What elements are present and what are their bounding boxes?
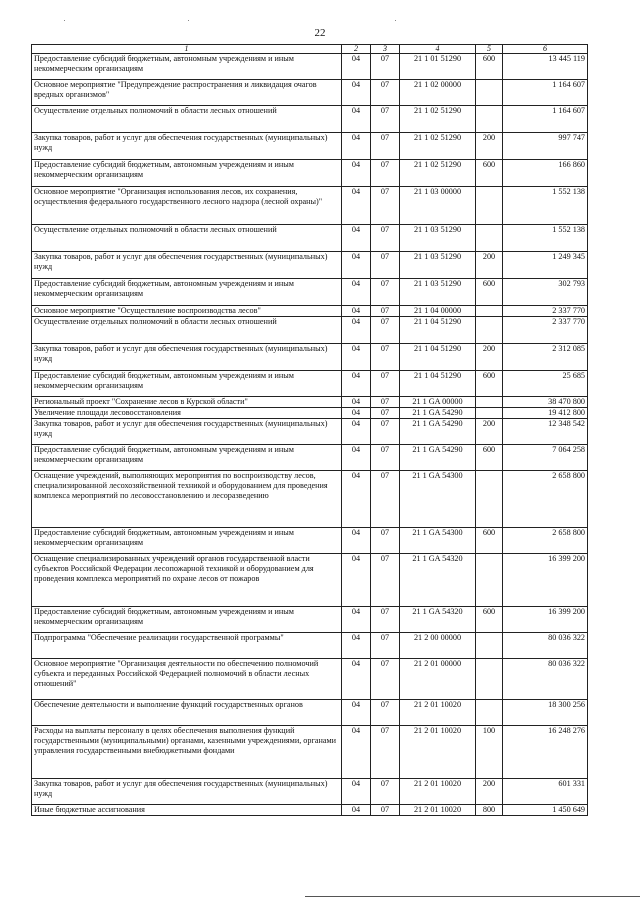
row-section: 04 [342,726,371,779]
row-target-article: 21 1 02 51290 [400,160,476,187]
row-name: Осуществление отдельных полномочий в области лесных отношений [32,106,342,133]
row-subsection: 07 [371,225,400,252]
row-name: Осуществление отдельных полномочий в области лесных отношений [32,225,342,252]
row-expense-type [476,306,503,317]
row-target-article: 21 1 04 00000 [400,306,476,317]
row-name: Основное мероприятие "Организация деятельности по обеспечению полномочий субъекта и переданных Российской Федерацией полномочий в области лесных отношений" [32,659,342,700]
table-row [32,80,588,106]
table-row [32,408,588,419]
row-subsection: 07 [371,279,400,306]
table-row [32,160,588,187]
row-expense-type: 600 [476,279,503,306]
table-row [32,528,588,554]
budget-table [31,44,588,816]
row-subsection: 07 [371,471,400,528]
row-amount: 1 552 138 [503,225,588,252]
row-expense-type: 800 [476,805,503,816]
row-subsection: 07 [371,700,400,726]
row-name: Закупка товаров, работ и услуг для обеспечения государственных (муниципальных) нужд [32,252,342,279]
row-expense-type [476,80,503,106]
row-subsection: 07 [371,805,400,816]
row-name: Оснащение учреждений, выполняющих мероприятия по воспроизводству лесов, специализированной лесохозяйственной техникой и оборудованием для проведения комплекса мероприятий по лесовосстановлению и лесоразведению [32,471,342,528]
row-expense-type [476,397,503,408]
row-section: 04 [342,371,371,397]
row-amount: 12 348 542 [503,419,588,445]
row-target-article: 21 1 GA 54290 [400,419,476,445]
row-name: Предоставление субсидий бюджетным, автономным учреждениям и иным некоммерческим организациям [32,279,342,306]
row-name: Предоставление субсидий бюджетным, автономным учреждениям и иным некоммерческим организациям [32,528,342,554]
row-expense-type: 200 [476,252,503,279]
row-subsection: 07 [371,371,400,397]
row-subsection: 07 [371,779,400,805]
row-expense-type [476,471,503,528]
table-row [32,279,588,306]
row-section: 04 [342,700,371,726]
col-header-subsection: 3 [371,45,400,54]
row-section: 04 [342,133,371,160]
row-amount: 166 860 [503,160,588,187]
table-row [32,225,588,252]
header-row [32,45,588,54]
table-row [32,779,588,805]
col-header-target-article: 4 [400,45,476,54]
row-expense-type: 600 [476,445,503,471]
row-subsection: 07 [371,397,400,408]
row-amount: 2 337 770 [503,306,588,317]
row-target-article: 21 2 01 10020 [400,805,476,816]
row-amount: 1 164 607 [503,80,588,106]
row-section: 04 [342,252,371,279]
row-amount: 13 445 119 [503,54,588,80]
row-name: Основное мероприятие "Организация использования лесов, их сохранения, осуществления федерального государственного лесного надзора (лесной охраны)" [32,187,342,225]
row-target-article: 21 2 01 00000 [400,659,476,700]
row-expense-type [476,317,503,344]
row-amount: 1 249 345 [503,252,588,279]
row-name: Иные бюджетные ассигнования [32,805,342,816]
row-expense-type [476,225,503,252]
row-section: 04 [342,80,371,106]
row-amount: 601 331 [503,779,588,805]
row-expense-type: 200 [476,344,503,371]
row-expense-type: 600 [476,607,503,633]
table-row [32,187,588,225]
row-section: 04 [342,106,371,133]
col-header-section: 2 [342,45,371,54]
row-expense-type [476,106,503,133]
row-expense-type: 200 [476,419,503,445]
row-amount: 1 450 649 [503,805,588,816]
row-amount: 80 036 322 [503,659,588,700]
row-subsection: 07 [371,419,400,445]
row-expense-type: 600 [476,160,503,187]
row-target-article: 21 1 04 51290 [400,344,476,371]
row-expense-type [476,659,503,700]
row-target-article: 21 2 01 10020 [400,779,476,805]
row-amount: 1 552 138 [503,187,588,225]
row-subsection: 07 [371,554,400,607]
row-section: 04 [342,471,371,528]
row-section: 04 [342,344,371,371]
table-row [32,659,588,700]
row-subsection: 07 [371,306,400,317]
col-header-amount: 6 [503,45,588,54]
row-name: Закупка товаров, работ и услуг для обеспечения государственных (муниципальных) нужд [32,133,342,160]
row-amount: 302 793 [503,279,588,306]
row-target-article: 21 1 GA 54290 [400,408,476,419]
table-row [32,306,588,317]
row-subsection: 07 [371,160,400,187]
row-subsection: 07 [371,317,400,344]
row-name: Основное мероприятие "Осуществление воспроизводства лесов" [32,306,342,317]
row-expense-type: 600 [476,371,503,397]
table-row [32,607,588,633]
row-section: 04 [342,554,371,607]
row-name: Основное мероприятие "Предупреждение распространения и ликвидация очагов вредных организмов" [32,80,342,106]
row-name: Подпрограмма "Обеспечение реализации государственной программы" [32,633,342,659]
row-name: Предоставление субсидий бюджетным, автономным учреждениям и иным некоммерческим организациям [32,54,342,80]
row-expense-type: 100 [476,726,503,779]
row-subsection: 07 [371,607,400,633]
row-expense-type: 200 [476,133,503,160]
row-name: Предоставление субсидий бюджетным, автономным учреждениям и иным некоммерческим организациям [32,371,342,397]
table-row [32,419,588,445]
scan-speck [395,20,396,21]
row-amount: 38 470 800 [503,397,588,408]
row-subsection: 07 [371,187,400,225]
row-target-article: 21 2 00 00000 [400,633,476,659]
row-target-article: 21 1 GA 54300 [400,528,476,554]
row-name: Осуществление отдельных полномочий в области лесных отношений [32,317,342,344]
table-row [32,805,588,816]
row-amount: 16 399 200 [503,607,588,633]
row-section: 04 [342,659,371,700]
row-amount: 80 036 322 [503,633,588,659]
row-section: 04 [342,160,371,187]
row-name: Предоставление субсидий бюджетным, автономным учреждениям и иным некоммерческим организациям [32,445,342,471]
row-expense-type [476,554,503,607]
row-subsection: 07 [371,528,400,554]
row-target-article: 21 1 02 51290 [400,133,476,160]
row-section: 04 [342,779,371,805]
row-subsection: 07 [371,80,400,106]
row-name: Закупка товаров, работ и услуг для обеспечения государственных (муниципальных) нужд [32,779,342,805]
table-row [32,106,588,133]
table-row [32,397,588,408]
row-target-article: 21 1 GA 54290 [400,445,476,471]
scan-speck [64,20,65,21]
row-section: 04 [342,408,371,419]
table-row [32,700,588,726]
row-target-article: 21 1 01 51290 [400,54,476,80]
row-subsection: 07 [371,726,400,779]
row-section: 04 [342,317,371,344]
row-target-article: 21 1 GA 54320 [400,554,476,607]
row-subsection: 07 [371,344,400,371]
table-row [32,726,588,779]
row-section: 04 [342,419,371,445]
row-section: 04 [342,54,371,80]
row-expense-type [476,187,503,225]
row-target-article: 21 1 02 00000 [400,80,476,106]
table-row [32,54,588,80]
table-row [32,344,588,371]
row-expense-type [476,408,503,419]
row-target-article: 21 1 03 51290 [400,225,476,252]
table-row [32,133,588,160]
row-section: 04 [342,445,371,471]
row-target-article: 21 2 01 10020 [400,726,476,779]
row-section: 04 [342,528,371,554]
row-name: Обеспечение деятельности и выполнение функций государственных органов [32,700,342,726]
row-section: 04 [342,225,371,252]
row-target-article: 21 1 03 51290 [400,252,476,279]
table-row [32,445,588,471]
table-row [32,471,588,528]
row-subsection: 07 [371,633,400,659]
row-subsection: 07 [371,252,400,279]
row-amount: 25 685 [503,371,588,397]
row-section: 04 [342,306,371,317]
row-amount: 2 658 800 [503,528,588,554]
row-section: 04 [342,805,371,816]
row-name: Предоставление субсидий бюджетным, автономным учреждениям и иным некоммерческим организациям [32,160,342,187]
row-subsection: 07 [371,54,400,80]
row-target-article: 21 1 02 51290 [400,106,476,133]
row-section: 04 [342,633,371,659]
row-amount: 19 412 800 [503,408,588,419]
row-target-article: 21 1 03 51290 [400,279,476,306]
row-subsection: 07 [371,445,400,471]
row-name: Расходы на выплаты персоналу в целях обеспечения выполнения функций государственными (муниципальными) органами, казенными учреждениями, органами управления государственными внебюджетными фондами [32,726,342,779]
row-name: Закупка товаров, работ и услуг для обеспечения государственных (муниципальных) нужд [32,419,342,445]
row-section: 04 [342,187,371,225]
row-target-article: 21 1 04 51290 [400,371,476,397]
row-expense-type: 600 [476,54,503,80]
row-section: 04 [342,397,371,408]
row-name: Оснащение специализированных учреждений органов государственной власти субъектов Российской Федерации лесопожарной техникой и оборудованием для проведения комплекса мероприятий по охране лесов от пожаров [32,554,342,607]
row-target-article: 21 1 GA 54300 [400,471,476,528]
row-target-article: 21 1 04 51290 [400,317,476,344]
row-name: Предоставление субсидий бюджетным, автономным учреждениям и иным некоммерческим организациям [32,607,342,633]
col-header-name: 1 [32,45,342,54]
row-name: Закупка товаров, работ и услуг для обеспечения государственных (муниципальных) нужд [32,344,342,371]
row-subsection: 07 [371,133,400,160]
row-expense-type: 600 [476,528,503,554]
col-header-expense-type: 5 [476,45,503,54]
row-section: 04 [342,279,371,306]
row-name: Региональный проект "Сохранение лесов в Курской области" [32,397,342,408]
table-row [32,554,588,607]
row-subsection: 07 [371,659,400,700]
table-row [32,633,588,659]
row-expense-type: 200 [476,779,503,805]
row-amount: 7 064 258 [503,445,588,471]
row-amount: 2 337 770 [503,317,588,344]
table-row [32,252,588,279]
row-target-article: 21 1 GA 00000 [400,397,476,408]
row-amount: 16 399 200 [503,554,588,607]
row-amount: 1 164 607 [503,106,588,133]
row-amount: 18 300 256 [503,700,588,726]
scan-speck [188,20,189,21]
row-target-article: 21 1 03 00000 [400,187,476,225]
page-number: 22 [314,27,326,39]
footer-rule [305,896,640,897]
table-row [32,371,588,397]
row-subsection: 07 [371,408,400,419]
row-section: 04 [342,607,371,633]
row-amount: 16 248 276 [503,726,588,779]
row-target-article: 21 2 01 10020 [400,700,476,726]
row-expense-type [476,700,503,726]
row-expense-type [476,633,503,659]
table-row [32,317,588,344]
row-target-article: 21 1 GA 54320 [400,607,476,633]
row-amount: 2 658 800 [503,471,588,528]
row-amount: 997 747 [503,133,588,160]
row-subsection: 07 [371,106,400,133]
row-name: Увеличение площади лесовосстановления [32,408,342,419]
row-amount: 2 312 085 [503,344,588,371]
